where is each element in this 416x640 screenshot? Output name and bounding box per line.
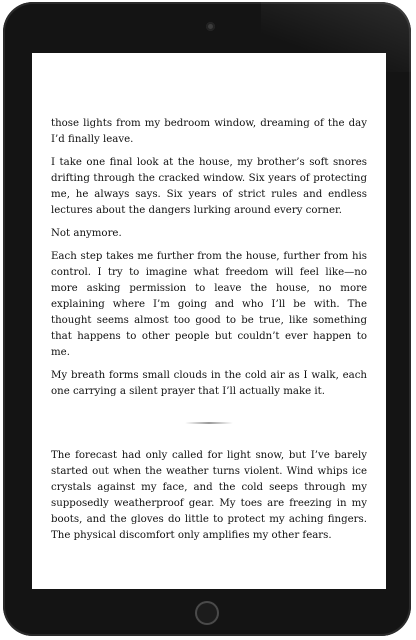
tablet-device — [3, 2, 411, 636]
paragraph-4: Each step takes me further from the house, further from his control. I try to imagine what freedom will feel like—no more asking permission to leave the house, no more explaining where I’m going and who I’ll be with. The thought seems almost too good to be true, like something that happens to other people but couldn’t ever happen to me. — [51, 251, 367, 358]
scene-break-divider — [185, 422, 233, 424]
paragraph-1: those lights from my bedroom window, dreaming of the day I’d finally leave. — [51, 118, 367, 145]
paragraph-5: My breath forms small clouds in the cold air as I walk, each one carrying a silent prayer that I’ll actually make it. — [51, 370, 367, 397]
paragraph-6: The forecast had only called for light snow, but I’ve barely started out when the weather turns violent. Wind whips ice crystals against my face, and the cold seeps through my supposedly weatherproof gear. My toes are freezing in my boots, and the gloves do little to protect my aching fingers. The physical discomfort only amplifies my other fears. — [51, 450, 367, 541]
paragraph-3: Not anymore. — [51, 228, 122, 239]
book-page[interactable] — [51, 116, 367, 552]
paragraph-2: I take one final look at the house, my brother’s soft snores drifting through the cracked window. Six years of protecting me, he always says. Six years of strict rules and endless lectures about the dangers lurking around every corner. — [51, 157, 367, 216]
home-button-icon[interactable] — [195, 601, 219, 625]
ereader-screen[interactable] — [32, 53, 386, 589]
camera-icon — [206, 22, 215, 31]
